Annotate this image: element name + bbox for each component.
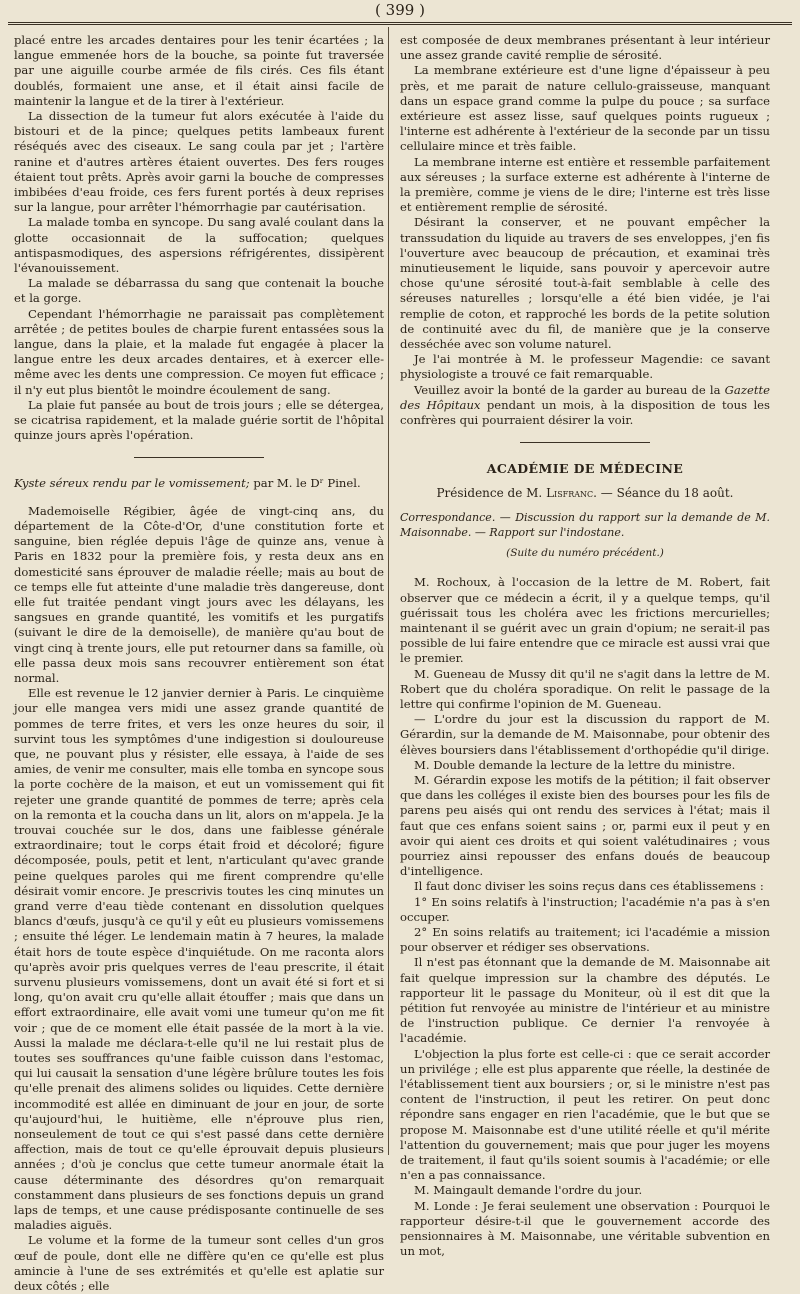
- gazette-text-start: Veuillez avoir la bonté de la garder au bureau de la: [414, 382, 725, 397]
- paragraph: M. Maingault demande l'ordre du jour.: [414, 1183, 643, 1198]
- paragraph: La membrane extérieure est d'une ligne d'épaisseur à peu près, et me parait de nature cellulo-graisseuse, manquant dans un espace grand comme la pulpe du pouce ; sa surface extérieure est assez lisse, sauf quelques points rugueux ; l'interne est adhérente à l'extérieur de la seconde par un tissu cellulaire mince et très faible.: [400, 63, 770, 154]
- paragraph: Désirant la conserver, et ne pouvant empêcher la transsudation du liquide au travers de ses enveloppes, j'en fis l'ouverture avec beaucoup de précaution, et examinai très minutieusement le liquide, sans pouvoir y apercevoir autre chose qu'une sérosité tout-à-fait semblable à celle des séreuses naturelles ; lorsqu'elle a été bien vidée, je l'ai remplie de coton, et rapproché les bords de la petite solution de continuité avec du fil, de manière que je la conserve desséchée avec son volume naturel.: [400, 215, 770, 352]
- section-separator-rule: [134, 457, 264, 458]
- paragraph: M. Gueneau de Mussy dit qu'il ne s'agit dans la lettre de M. Robert que du choléra sporadique. On relit le passage de la lettre qui confirme l'opinion de M. Gueneau.: [400, 666, 770, 711]
- paragraph: La plaie fut pansée au bout de trois jours ; elle se détergea, se cicatrisa rapidement, et la malade guérie sortit de l'hôpital quinze jours après l'opération.: [14, 397, 384, 443]
- section-heading: ACADÉMIE DE MÉDECINE: [486, 461, 684, 477]
- suite-note: (Suite du numéro précédent.): [506, 547, 664, 560]
- paragraph: Cependant l'hémorrhagie ne paraissait pas complètement arrêtée ; de petites boules de charpie furent entassées sous la langue, dans la plaie, et la malade fut engagée à placer la langue entre les deux arcades dentaires, et à exercer elle-même avec les dents une compression. Ce moyen fut efficace ; il n'y eut plus bientôt le moindre écoulement de sang.: [14, 306, 384, 397]
- paragraph: Je l'ai montrée à M. le professeur Magendie: ce savant physiologiste a trouvé ce fait remarquable.: [400, 352, 770, 382]
- article-author: par M. le Dʳ Pinel.: [249, 476, 361, 491]
- paragraph: Il n'est pas étonnant que la demande de M. Maisonnabe ait fait quelque impression sur la chambre des députés. Le rapporteur lit le passage du Moniteur, où il est dit que la pétition fut renvoyée au ministre de l'intérieur et au ministre de l'instruction publique. Ce dernier l'a renvoyée à l'académie.: [400, 955, 770, 1046]
- paragraph: La membrane interne est entière et ressemble parfaitement aux séreuses ; la surface externe est adhérente à l'interne de la première, comme je viens de le dire; l'interne est très lisse et entièrement remplie de sérosité.: [400, 154, 770, 215]
- article-title-text: Kyste séreux rendu par le vomissement;: [14, 476, 250, 491]
- paragraph: M. Gérardin expose les motifs de la pétition; il fait observer que dans les colléges il existe bien des bourses pour les fils de parens peu aisés qui ont rendu des services à l'état; mais il faut que ces enfans soient sains ; or, parmi eux il peut y en avoir qui aient ces droits et qui soient valétudinaires ; vous pourriez ainsi repousser des enfans doués de beaucoup d'intelligence.: [400, 772, 770, 879]
- section-separator-rule: [520, 442, 650, 443]
- paragraph: Le volume et la forme de la tumeur sont celles d'un gros œuf de poule, dont elle ne diffère qu'en ce qu'elle est plus amincie à l'une de ses extrémités et qu'elle est aplatie sur deux côtés ; elle: [14, 1233, 384, 1294]
- paragraph: La dissection de la tumeur fut alors exécutée à l'aide du bistouri et de la pince; quelques petits lambeaux furent réséqués avec des ciseaux. Le sang coula par jet ; l'artère ranine et d'autres artères étaient ouvertes. Des fers rouges étaient tout prêts. Après avoir garni la bouche de compresses imbibées d'eau froide, ces fers furent portés à deux reprises sur la langue, pour arrêter l'hémorrhagie par cautérisation.: [14, 109, 384, 215]
- paragraph: M. Rochoux, à l'occasion de la lettre de M. Robert, fait observer que ce médecin a écrit, il y a quelque temps, qu'il guérissait tous les choléra avec les frictions mercurielles; maintenant il se guérit avec un grain d'opium; ne serait-il pas possible de lui faire entendre que ce miracle est aussi vrai que le premier.: [400, 575, 770, 666]
- page-number-value: 399: [385, 1, 415, 19]
- right-column: [400, 33, 770, 1259]
- paragraph: [400, 383, 770, 429]
- paragraph: L'objection la plus forte est celle-ci : que ce serait accorder un privilége ; elle est plus apparente que réelle, la destinée de l'établissement tient aux boursiers ; or, si le ministre n'est pas content de l'instruction, il peut les retirer. On peut donc répondre sans engager en rien l'académie, que le but que se propose M. Maisonnabe est d'une utilité réelle et qu'il mérite l'attention du gouvernement; mais que pour juger les moyens de traitement, il faut qu'ils soient soumis à l'académie; or elle n'en a pas connaissance.: [400, 1046, 770, 1183]
- gazette-name: Gazette des Hôpitaux: [400, 382, 770, 412]
- paragraph: 2° En soins relatifs au traitement; ici l'académie a mission pour observer et rédiger ses observations.: [400, 924, 770, 955]
- article-title: [14, 476, 384, 491]
- presidence-line: [400, 486, 770, 501]
- paragraph: La malade tomba en syncope. Du sang avalé coulant dans la glotte occasionnait de la suffocation; quelques antispasmodiques, des aspersions réfrigérentes, dissipèrent l'évanouissement.: [14, 215, 384, 276]
- paragraph: — L'ordre du jour est la discussion du rapport de M. Gérardin, sur la demande de M. Maisonnabe, pour obtenir des élèves boursiers dans l'établissement d'orthopédie qu'il dirige.: [400, 712, 770, 757]
- paragraph: Elle est revenue le 12 janvier dernier à Paris. Le cinquième jour elle mangea vers midi une assez grande quantité de pommes de terre frites, et vers les onze heures du soir, il survint tous les symptômes d'une indigestion si douloureuse que, ne pouvant plus y résister, elle essaya, à l'aide de ses amies, de venir me consulter, mais elle tomba en syncope sous la porte cochère de la maison, et eut un vomissement qui fit rejeter une grande quantité de pommes de terre; après cela on la remonta et la coucha dans un lit, alors on m'appela. Je la trouvai couchée sur le dos, dans une faiblesse générale extraordinaire; tout le corps était froid et décoloré; figure décomposée, pouls, petit et lent, n'articulant qu'avec grande peine quelques paroles qui me firent comprendre qu'elle désirait vomir encore. Je prescrivis toutes les cinq minutes un grand verre d'eau tiède contenant en dissolution quelques blancs d'œufs, jusqu'à ce qu'il y eût eu plusieurs vomissemens ; ensuite thé léger. Le lendemain matin à 7 heures, la malade était hors de toute espèce d'inquiétude. On me raconta alors qu'après avoir pris quelques verres de l'eau prescrite, il était survenu plusieurs vomissemens, dont un avait été si fort et si long, qu'on avait cru qu'elle allait étouffer ; mais que dans un effort extraordinaire, elle avait vomi une tumeur qu'on me fit voir ; que de ce moment elle était passée de la mort à la vie. Aussi la malade me déclara-t-elle qu'il ne lui restait plus de toutes ses souffrances qu'une faible cuisson dans l'estomac, qui lui causait la sensation d'une légère brûlure toutes les fois qu'elle prenait des alimens solides ou liquides. Cette dernière incommodité est allée en diminuant de jour en jour, de sorte qu'aujourd'hui, le huitième, elle n'éprouve plus rien, nonseulement de tout ce qui s'est passé dans cette dernière affection, mais de tout ce qu'elle éprouvait depuis plusieurs années ; d'où je conclus que cette tumeur anormale était la cause déterminante des désordres qu'on remarquait constamment dans plusieurs de ses fonctions depuis un grand laps de temps, et une cause prédisposante continuelle de ses maladies aiguës.: [14, 686, 384, 1233]
- correspondance-line: Correspondance. — Discussion du rapport sur la demande de M. Maisonnabe. — Rapport sur l'indostane.: [400, 510, 770, 539]
- column-divider: [388, 27, 389, 1155]
- header-double-rule: [8, 22, 792, 25]
- paragraph: M. Londe : Je ferai seulement une observation : Pourquoi le rapporteur désire-t-il que le gouvernement accorde des pensionnaires à M. Maisonnabe, une véritable subvention en un mot,: [400, 1198, 770, 1259]
- paragraph: placé entre les arcades dentaires pour les tenir écartées ; la langue emmenée hors de la bouche, sa pointe fut traversée par une aiguille courbe armée de fils cirés. Ces fils étant doublés, formaient une anse, et il était ainsi facile de maintenir la langue et de la tirer à l'extérieur.: [14, 33, 384, 108]
- paragraph: Mademoiselle Régibier, âgée de vingt-cinq ans, du département de la Côte-d'Or, d'une constitution forte et sanguine, bien réglée depuis l'âge de quinze ans, venue à Paris en 1832 pour la première fois, y resta deux ans en domesticité sans éprouver de maladie réelle; mais au bout de ce temps elle fut atteinte d'une maladie très dangereuse, dont elle fut traitée pendant vingt jours avec les délayans, les sangsues en grande quantité, les vomitifs et les purgatifs (suivant le dire de la demoiselle), de manière qu'au bout de vingt cinq à trente jours, elle put retourner dans sa famille, où elle passa deux mois sans recouvrer entièrement son état normal.: [14, 503, 384, 685]
- paragraph: 1° En soins relatifs à l'instruction; l'académie n'a pas à s'en occuper.: [400, 894, 770, 924]
- left-column: [14, 33, 384, 1294]
- presidence-after: . — Séance du 18 août.: [593, 486, 734, 501]
- presidence-name: Lisfranc: [546, 486, 594, 501]
- paragraph: Il faut donc diviser les soins reçus dans ces établissemens :: [414, 879, 764, 894]
- paragraph: est composée de deux membranes présentant à leur intérieur une assez grande cavité remplie de sérosité.: [400, 33, 770, 63]
- presidence-before: Présidence de M.: [436, 486, 547, 501]
- gazette-text-end: pendant un mois, à la disposition de tous les confrères qui pourraient désirer la voir.: [400, 397, 770, 428]
- paragraph: M. Double demande la lecture de la lettre du ministre.: [414, 757, 736, 772]
- page-number: ( 399 ): [375, 1, 425, 19]
- paragraph: La malade se débarrassa du sang que contenait la bouche et la gorge.: [14, 276, 384, 306]
